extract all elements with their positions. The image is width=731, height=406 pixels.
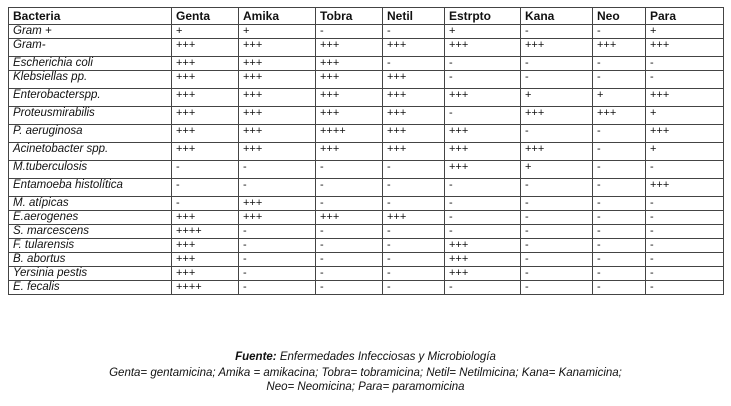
susceptibility-cell-genta: +++ [172, 143, 239, 161]
susceptibility-cell-genta: - [172, 161, 239, 179]
susceptibility-cell-para: - [646, 211, 724, 225]
susceptibility-cell-para: - [646, 57, 724, 71]
bacteria-name-cell: Klebsiellas pp. [9, 71, 172, 89]
column-header-genta: Genta [172, 8, 239, 25]
susceptibility-cell-para: - [646, 225, 724, 239]
susceptibility-cell-kana: - [521, 253, 593, 267]
susceptibility-cell-genta: +++ [172, 89, 239, 107]
table-body [9, 25, 724, 295]
susceptibility-cell-para: + [646, 143, 724, 161]
susceptibility-cell-netil: +++ [383, 89, 445, 107]
bacteria-name-cell: Acinetobacter spp. [9, 143, 172, 161]
table-row [9, 71, 724, 89]
susceptibility-cell-netil: - [383, 281, 445, 295]
susceptibility-cell-estrpto: - [445, 107, 521, 125]
susceptibility-cell-genta: +++ [172, 125, 239, 143]
susceptibility-cell-netil: +++ [383, 125, 445, 143]
susceptibility-cell-netil: - [383, 57, 445, 71]
susceptibility-cell-para: +++ [646, 39, 724, 57]
susceptibility-cell-para: - [646, 281, 724, 295]
susceptibility-cell-netil: - [383, 253, 445, 267]
susceptibility-cell-genta: +++ [172, 71, 239, 89]
susceptibility-cell-kana: - [521, 57, 593, 71]
table-row [9, 161, 724, 179]
susceptibility-cell-tobra: +++ [316, 107, 383, 125]
susceptibility-cell-tobra: - [316, 161, 383, 179]
susceptibility-cell-kana: + [521, 161, 593, 179]
susceptibility-cell-para: +++ [646, 125, 724, 143]
susceptibility-cell-kana: - [521, 25, 593, 39]
susceptibility-cell-amika: +++ [239, 57, 316, 71]
susceptibility-cell-amika: +++ [239, 89, 316, 107]
susceptibility-cell-tobra: - [316, 253, 383, 267]
susceptibility-cell-estrpto: +++ [445, 161, 521, 179]
susceptibility-cell-amika: +++ [239, 197, 316, 211]
table-row [9, 225, 724, 239]
column-header-tobra: Tobra [316, 8, 383, 25]
bacteria-name-cell: Escherichia coli [9, 57, 172, 71]
susceptibility-cell-estrpto: - [445, 57, 521, 71]
bacteria-name-cell: M. atípicas [9, 197, 172, 211]
susceptibility-cell-netil: +++ [383, 143, 445, 161]
susceptibility-cell-neo: - [593, 211, 646, 225]
susceptibility-cell-estrpto: +++ [445, 267, 521, 281]
susceptibility-cell-estrpto: +++ [445, 39, 521, 57]
susceptibility-cell-para: - [646, 161, 724, 179]
susceptibility-cell-kana: - [521, 281, 593, 295]
table-row [9, 179, 724, 197]
susceptibility-cell-para: +++ [646, 179, 724, 197]
susceptibility-cell-amika: + [239, 25, 316, 39]
susceptibility-cell-kana: - [521, 239, 593, 253]
susceptibility-cell-tobra: - [316, 179, 383, 197]
table-row [9, 253, 724, 267]
susceptibility-cell-neo: + [593, 89, 646, 107]
susceptibility-cell-estrpto: +++ [445, 89, 521, 107]
susceptibility-cell-genta: +++ [172, 57, 239, 71]
table-header-row [9, 8, 724, 25]
table-row [9, 281, 724, 295]
table-row [9, 267, 724, 281]
susceptibility-cell-genta: +++ [172, 211, 239, 225]
table-row [9, 89, 724, 107]
susceptibility-cell-amika: - [239, 161, 316, 179]
susceptibility-cell-amika: - [239, 225, 316, 239]
column-header-kana: Kana [521, 8, 593, 25]
susceptibility-cell-kana: - [521, 179, 593, 197]
susceptibility-cell-para: - [646, 197, 724, 211]
bacteria-name-cell: F. tularensis [9, 239, 172, 253]
susceptibility-cell-neo: - [593, 57, 646, 71]
susceptibility-cell-para: - [646, 71, 724, 89]
susceptibility-cell-neo: - [593, 225, 646, 239]
susceptibility-cell-neo: - [593, 267, 646, 281]
column-header-bacteria: Bacteria [9, 8, 172, 25]
susceptibility-cell-para: + [646, 25, 724, 39]
susceptibility-cell-netil: - [383, 225, 445, 239]
susceptibility-cell-estrpto: - [445, 179, 521, 197]
susceptibility-cell-tobra: +++ [316, 143, 383, 161]
bacteria-name-cell: M.tuberculosis [9, 161, 172, 179]
susceptibility-cell-netil: +++ [383, 71, 445, 89]
source-caption [0, 350, 731, 364]
susceptibility-cell-estrpto: +++ [445, 253, 521, 267]
susceptibility-cell-tobra: ++++ [316, 125, 383, 143]
susceptibility-cell-kana: + [521, 89, 593, 107]
susceptibility-cell-kana: +++ [521, 39, 593, 57]
susceptibility-cell-amika: - [239, 267, 316, 281]
susceptibility-cell-tobra: +++ [316, 39, 383, 57]
susceptibility-cell-amika: - [239, 179, 316, 197]
susceptibility-cell-para: - [646, 267, 724, 281]
susceptibility-cell-netil: - [383, 239, 445, 253]
susceptibility-cell-estrpto: - [445, 281, 521, 295]
susceptibility-cell-neo: - [593, 25, 646, 39]
susceptibility-cell-estrpto: - [445, 71, 521, 89]
table-row [9, 57, 724, 71]
table-row [9, 197, 724, 211]
susceptibility-cell-kana: - [521, 197, 593, 211]
bacteria-name-cell: Gram + [9, 25, 172, 39]
bacteria-name-cell: Gram- [9, 39, 172, 57]
source-text: Enfermedades Infecciosas y Microbiología [276, 351, 496, 363]
susceptibility-cell-genta: +++ [172, 253, 239, 267]
susceptibility-cell-para: + [646, 107, 724, 125]
susceptibility-cell-netil: +++ [383, 211, 445, 225]
susceptibility-cell-netil: - [383, 25, 445, 39]
susceptibility-cell-tobra: +++ [316, 57, 383, 71]
susceptibility-cell-tobra: - [316, 25, 383, 39]
susceptibility-cell-neo: - [593, 253, 646, 267]
susceptibility-cell-amika: - [239, 281, 316, 295]
susceptibility-cell-estrpto: - [445, 197, 521, 211]
susceptibility-cell-neo: +++ [593, 39, 646, 57]
column-header-para: Para [646, 8, 724, 25]
column-header-amika: Amika [239, 8, 316, 25]
bacteria-name-cell: Yersinia pestis [9, 267, 172, 281]
susceptibility-cell-tobra: +++ [316, 71, 383, 89]
susceptibility-cell-genta: ++++ [172, 225, 239, 239]
susceptibility-cell-neo: - [593, 281, 646, 295]
bacteria-name-cell: S. marcescens [9, 225, 172, 239]
susceptibility-cell-amika: +++ [239, 39, 316, 57]
susceptibility-cell-amika: - [239, 253, 316, 267]
source-label: Fuente: [235, 351, 277, 363]
susceptibility-cell-estrpto: - [445, 211, 521, 225]
susceptibility-cell-neo: - [593, 161, 646, 179]
susceptibility-cell-neo: - [593, 125, 646, 143]
susceptibility-cell-netil: +++ [383, 107, 445, 125]
susceptibility-cell-tobra: +++ [316, 89, 383, 107]
susceptibility-cell-kana: - [521, 211, 593, 225]
susceptibility-cell-genta: +++ [172, 239, 239, 253]
table-row [9, 107, 724, 125]
susceptibility-cell-netil: - [383, 179, 445, 197]
susceptibility-cell-neo: - [593, 179, 646, 197]
table-row [9, 25, 724, 39]
susceptibility-cell-tobra: - [316, 197, 383, 211]
susceptibility-cell-netil: +++ [383, 39, 445, 57]
susceptibility-cell-tobra: - [316, 281, 383, 295]
column-header-estrpto: Estrpto [445, 8, 521, 25]
susceptibility-cell-genta: +++ [172, 267, 239, 281]
bacteria-name-cell: Proteusmirabilis [9, 107, 172, 125]
susceptibility-cell-para: - [646, 239, 724, 253]
abbreviation-legend-line-1: Genta= gentamicina; Amika = amikacina; Tobra= tobramicina; Netil= Netilmicina; Kana= Kanamicina; [109, 367, 622, 379]
bacteria-name-cell: B. abortus [9, 253, 172, 267]
susceptibility-cell-genta: - [172, 179, 239, 197]
susceptibility-cell-estrpto: + [445, 25, 521, 39]
table-row [9, 39, 724, 57]
bacteria-name-cell: E.aerogenes [9, 211, 172, 225]
antibiotic-table-container [8, 7, 723, 295]
susceptibility-cell-kana: +++ [521, 107, 593, 125]
susceptibility-cell-genta: +++ [172, 39, 239, 57]
susceptibility-cell-tobra: - [316, 225, 383, 239]
susceptibility-cell-kana: - [521, 225, 593, 239]
antibiotic-susceptibility-table [8, 7, 724, 295]
susceptibility-cell-amika: +++ [239, 71, 316, 89]
table-row [9, 143, 724, 161]
susceptibility-cell-neo: - [593, 143, 646, 161]
abbreviation-legend-line-2: Neo= Neomicina; Para= paramomicina [266, 381, 465, 393]
susceptibility-cell-tobra: - [316, 267, 383, 281]
susceptibility-cell-para: - [646, 253, 724, 267]
bacteria-name-cell: Enterobacterspp. [9, 89, 172, 107]
bacteria-name-cell: Entamoeba histolítica [9, 179, 172, 197]
susceptibility-cell-neo: +++ [593, 107, 646, 125]
table-row [9, 211, 724, 225]
susceptibility-cell-estrpto: +++ [445, 125, 521, 143]
susceptibility-cell-amika: +++ [239, 211, 316, 225]
susceptibility-cell-genta: +++ [172, 107, 239, 125]
susceptibility-cell-amika: +++ [239, 125, 316, 143]
susceptibility-cell-kana: - [521, 267, 593, 281]
susceptibility-cell-netil: - [383, 161, 445, 179]
susceptibility-cell-estrpto: +++ [445, 239, 521, 253]
susceptibility-cell-neo: - [593, 71, 646, 89]
susceptibility-cell-tobra: - [316, 239, 383, 253]
susceptibility-cell-para: +++ [646, 89, 724, 107]
susceptibility-cell-netil: - [383, 267, 445, 281]
bacteria-name-cell: E. fecalis [9, 281, 172, 295]
table-row [9, 125, 724, 143]
susceptibility-cell-neo: - [593, 197, 646, 211]
susceptibility-cell-estrpto: +++ [445, 143, 521, 161]
susceptibility-cell-amika: +++ [239, 107, 316, 125]
susceptibility-cell-kana: - [521, 71, 593, 89]
susceptibility-cell-genta: - [172, 197, 239, 211]
susceptibility-cell-netil: - [383, 197, 445, 211]
susceptibility-cell-tobra: +++ [316, 211, 383, 225]
susceptibility-cell-neo: - [593, 239, 646, 253]
bacteria-name-cell: P. aeruginosa [9, 125, 172, 143]
column-header-netil: Netil [383, 8, 445, 25]
susceptibility-cell-genta: + [172, 25, 239, 39]
susceptibility-cell-genta: ++++ [172, 281, 239, 295]
susceptibility-cell-amika: - [239, 239, 316, 253]
susceptibility-cell-kana: +++ [521, 143, 593, 161]
table-row [9, 239, 724, 253]
susceptibility-cell-kana: - [521, 125, 593, 143]
susceptibility-cell-estrpto: - [445, 225, 521, 239]
column-header-neo: Neo [593, 8, 646, 25]
susceptibility-cell-amika: +++ [239, 143, 316, 161]
